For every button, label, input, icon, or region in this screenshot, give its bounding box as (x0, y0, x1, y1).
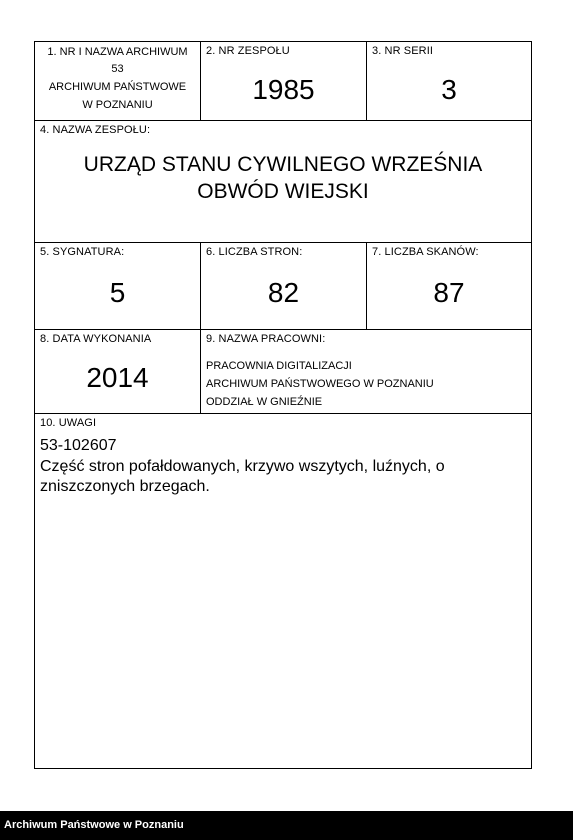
workshop-line2: ARCHIWUM PAŃSTWOWEGO W POZNANIU (206, 378, 434, 390)
remarks-code: 53-102607 (40, 437, 117, 454)
series-no-label: 3. NR SERII (372, 45, 434, 57)
archive-number: 53 (111, 63, 124, 75)
archive-cell (35, 42, 201, 120)
footer-bar (0, 811, 573, 840)
fonds-name-line2: OBWÓD WIEJSKI (197, 180, 369, 203)
workshop-line1: PRACOWNIA DIGITALIZACJI (206, 360, 352, 372)
metadata-sheet (34, 41, 532, 769)
scans-cell (367, 243, 531, 329)
row-counts (35, 243, 531, 330)
fonds-name-label: 4. NAZWA ZESPOŁU: (40, 124, 151, 136)
series-no-value: 3 (441, 74, 457, 105)
pages-cell (201, 243, 367, 329)
fonds-no-cell (201, 42, 367, 120)
fonds-no-value: 1985 (252, 74, 315, 105)
row-fonds-name (35, 121, 531, 243)
signature-label: 5. SYGNATURA: (40, 246, 125, 258)
date-cell (35, 330, 201, 413)
remarks-text: Część stron pofałdowanych, krzywo wszytych, luźnych, o zniszczonych brzegach. (40, 458, 445, 495)
archive-name-line1: ARCHIWUM PAŃSTWOWE (48, 81, 187, 93)
scans-value: 87 (433, 277, 465, 308)
scans-label: 7. LICZBA SKANÓW: (372, 246, 479, 258)
remarks-label: 10. UWAGI (40, 417, 97, 429)
series-no-cell (367, 42, 531, 120)
pages-value: 82 (267, 277, 300, 308)
archive-label: 1. NR I NAZWA ARCHIWUM (47, 46, 188, 58)
fonds-name-line1: URZĄD STANU CYWILNEGO WRZEŚNIA (83, 153, 483, 176)
date-label: 8. DATA WYKONANIA (40, 333, 152, 345)
pages-label: 6. LICZBA STRON: (206, 246, 303, 258)
signature-cell (35, 243, 201, 329)
workshop-cell (201, 330, 531, 413)
remarks-cell (35, 414, 531, 768)
workshop-label: 9. NAZWA PRACOWNI: (206, 333, 326, 345)
row-date-workshop (35, 330, 531, 414)
footer-text: Archiwum Państwowe w Poznaniu (4, 819, 184, 831)
workshop-line3: ODDZIAŁ W GNIEŹNIE (206, 396, 323, 408)
signature-value: 5 (109, 277, 126, 308)
date-value: 2014 (86, 362, 149, 393)
fonds-no-label: 2. NR ZESPOŁU (206, 45, 290, 57)
archive-name-line2: W POZNANIU (82, 99, 153, 111)
row-archive (35, 42, 531, 121)
